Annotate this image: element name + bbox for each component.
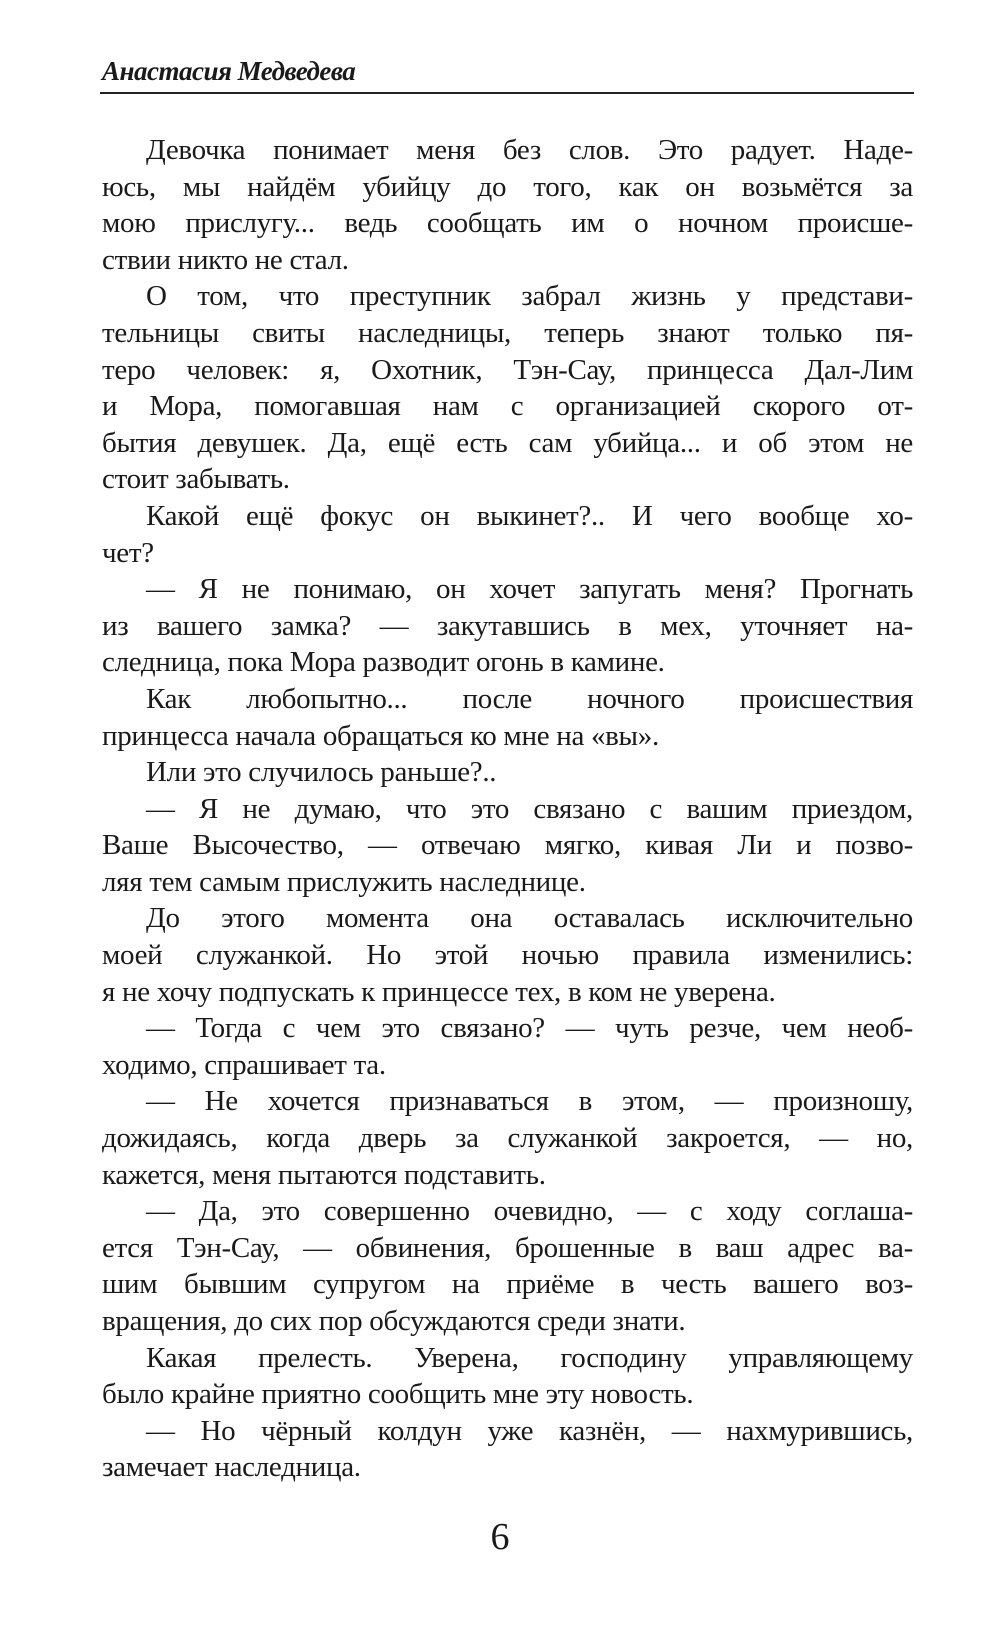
text-line: я не хочу подпускать к принцессе тех, в ком не уверена. xyxy=(102,975,776,1008)
text-line: следница, пока Мора разводит огонь в камине. xyxy=(102,646,665,679)
text-line: Или это случилось раньше?.. xyxy=(146,756,497,789)
page-number: 6 xyxy=(490,1516,510,1558)
text-line: чет? xyxy=(102,536,154,569)
text-line: юсь, мы найдём убийцу до того, как он возьмётся за xyxy=(102,170,913,203)
text-line: ствии никто не стал. xyxy=(102,243,349,276)
header-rule xyxy=(100,92,914,94)
text-line: принцесса начала обращаться ко мне на «вы». xyxy=(102,719,659,752)
text-line: дожидаясь, когда дверь за служанкой закроется, — но, xyxy=(102,1122,913,1155)
text-line: ется Тэн-Сау, — обвинения, брошенные в ваш адрес ва- xyxy=(102,1231,913,1264)
text-line: моей служанкой. Но этой ночью правила изменились: xyxy=(102,939,913,972)
text-line: Какая прелесть. Уверена, господину управляющему xyxy=(146,1341,913,1374)
text-line: тельницы свиты наследницы, теперь знают только пя- xyxy=(102,316,913,349)
text-line: вращения, до сих пор обсуждаются среди знати. xyxy=(102,1305,686,1337)
text-line: Ваше Высочество, — отвечаю мягко, кивая Ли и позво- xyxy=(102,829,913,862)
text-line: мою прислугу... ведь сообщать им о ночном происше- xyxy=(102,207,913,240)
text-line: и Мора, помогавшая нам с организацией скорого от- xyxy=(102,390,913,423)
text-line: — Я не думаю, что это связано с вашим приездом, xyxy=(146,792,913,825)
text-line: Девочка понимает меня без слов. Это радует. Наде- xyxy=(146,134,913,166)
running-header-author: Анастасия Медведева xyxy=(102,56,356,86)
text-line: — Не хочется признаваться в этом, — произношу, xyxy=(146,1085,913,1118)
text-line: До этого момента она оставалась исключительно xyxy=(146,902,913,935)
text-line: — Да, это совершенно очевидно, — с ходу соглаша- xyxy=(146,1195,913,1228)
text-line: было крайне приятно сообщить мне эту новость. xyxy=(102,1378,694,1411)
text-line: замечает наследница. xyxy=(102,1451,361,1484)
text-line: Какой ещё фокус он выкинет?.. И чего вообще хо- xyxy=(146,499,913,532)
page-body-text xyxy=(102,132,913,1486)
text-line: ходимо, спрашивает та. xyxy=(102,1048,386,1081)
text-line: шим бывшим супругом на приёме в честь вашего воз- xyxy=(102,1268,913,1301)
text-line: О том, что преступник забрал жизнь у представи- xyxy=(146,280,913,313)
text-line: бытия девушек. Да, ещё есть сам убийца... и об этом не xyxy=(102,426,913,459)
text-line: — Тогда с чем это связано? — чуть резче, чем необ- xyxy=(146,1012,913,1045)
text-line: Как любопытно... после ночного происшествия xyxy=(146,682,913,715)
text-line: кажется, меня пытаются подставить. xyxy=(102,1158,546,1191)
text-line: ляя тем самым прислужить наследнице. xyxy=(102,865,586,898)
text-line: — Но чёрный колдун уже казнён, — нахмурившись, xyxy=(146,1414,913,1447)
text-line: — Я не понимаю, он хочет запугать меня? Прогнать xyxy=(146,573,913,606)
text-line: из вашего замка? — закутавшись в мех, уточняет на- xyxy=(102,609,913,642)
text-line: стоит забывать. xyxy=(102,463,290,496)
text-line: теро человек: я, Охотник, Тэн-Сау, принцесса Дал-Лим xyxy=(102,353,913,386)
